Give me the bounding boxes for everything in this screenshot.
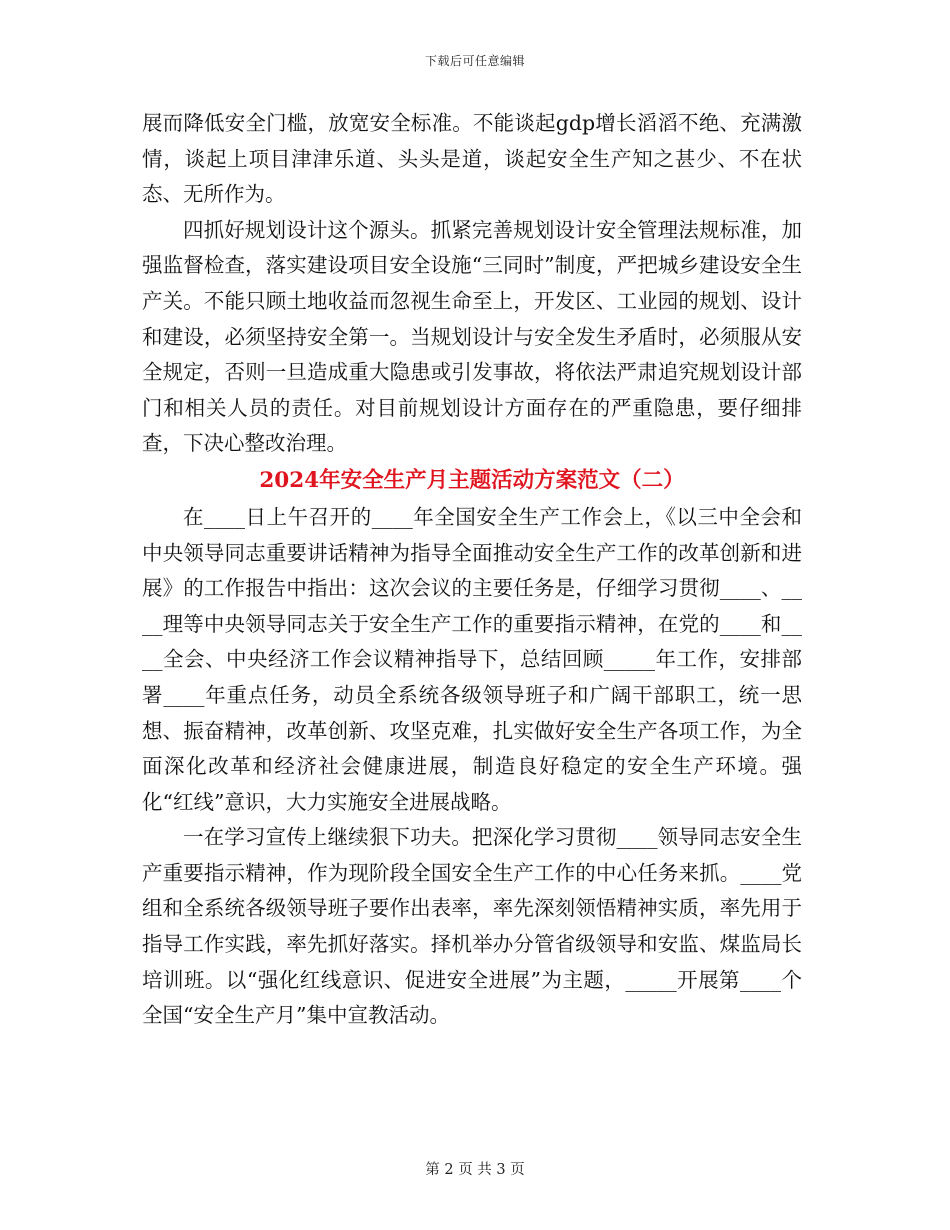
page-number: 第 2 页 共 3 页 [425, 1162, 525, 1178]
paragraph-planning-design: 四抓好规划设计这个源头。抓紧完善规划设计安全管理法规标准，加强监督检查，落实建设项目安全设施“三同时”制度，严把城乡建设安全生产关。不能只顾土地收益而忽视生命至上，开发区、工业园的规划、设计和建设，必须坚持安全第一。当规划设计与安全发生矛盾时，必须服从安全规定，否则一旦造成重大隐患或引发事故，将依法严肃追究规划设计部门和相关人员的责任。对目前规划设计方面存在的严重隐患，要仔细排查，下决心整改治理。 [142, 217, 802, 456]
page-header: 下载后可任意编辑 [424, 54, 525, 68]
paragraph-continuation: 展而降低安全门槛，放宽安全标准。不能谈起gdp增长滔滔不绝、充满激情，谈起上项目津津乐道、头头是道，谈起安全生产知之甚少、不在状态、无所作为。 [142, 111, 802, 207]
paragraph-study-publicity: 一在学习宣传上继续狠下功夫。把深化学习贯彻____领导同志安全生产重要指示精神，作为现阶段全国安全生产工作的中心任务来抓。____党组和全系统各级领导班子要作出表率，率先深刻领悟精神实质，率先用于指导工作实践，率先抓好落实。择机举办分管省级领导和安监、煤监局长培训班。以“强化红线意识、促进安全进展”为主题，_____开展第____个全国“安全生产月”集中宣教活动。 [142, 825, 802, 1028]
paragraph-meeting-report: 在____日上午召开的____年全国安全生产工作会上，《以三中全会和中央领导同志重要讲话精神为指导全面推动安全生产工作的改革创新和进展》的工作报告中指出：这次会议的主要任务是，仔细学习贯彻____、____理等中央领导同志关于安全生产工作的重要指示精神，在党的____和____全会、中央经济工作会议精神指导下，总结回顾_____年工作，安排部署____年重点任务，动员全系统各级领导班子和广阔干部职工，统一思想、振奋精神，改革创新、攻坚克难，扎实做好安全生产各项工作，为全面深化改革和经济社会健康进展，制造良好稳定的安全生产环境。强化“红线”意识，大力实施安全进展战略。 [142, 504, 802, 814]
section-title: 2024年安全生产月主题活动方案范文（二） [259, 467, 685, 493]
document-body [142, 106, 802, 1034]
